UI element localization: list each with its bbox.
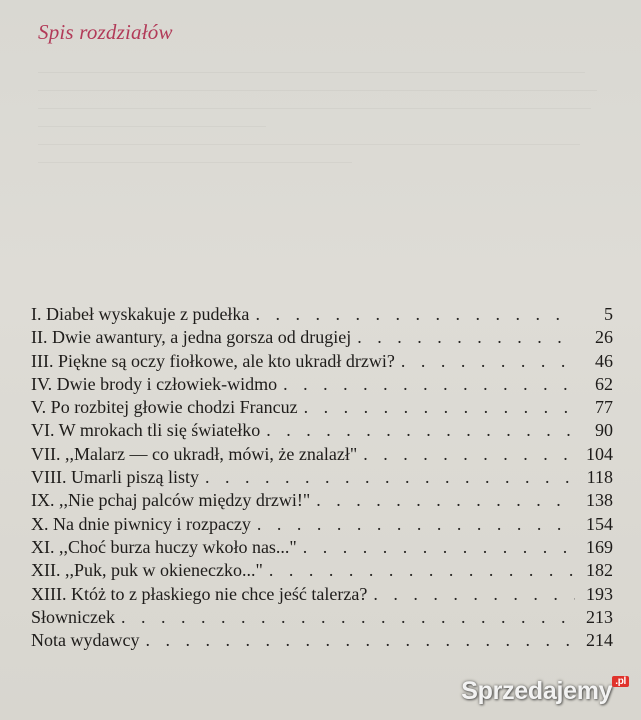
toc-entry-title: Słowniczek: [31, 606, 115, 627]
dot-leader: [263, 559, 575, 582]
toc-entry: [31, 466, 613, 489]
toc-entry-title: III. Piękne są oczy fiołkowe, ale kto ukradł drzwi?: [31, 350, 395, 371]
toc-entry-title: Nota wydawcy: [31, 630, 140, 651]
site-watermark: [461, 677, 629, 706]
toc-entry-page: 193: [586, 583, 613, 604]
dot-leader: [277, 373, 575, 396]
toc-entry-page: 104: [586, 443, 613, 464]
toc-entry: [31, 606, 613, 629]
toc-entry: [31, 326, 613, 349]
toc-entry-title: XIII. Któż to z płaskiego nie chce jeść talerza?: [31, 583, 368, 604]
toc-entry-page: 154: [586, 513, 613, 534]
toc-entry-page: 118: [586, 467, 613, 488]
dot-leader: [367, 583, 575, 606]
dot-leader: [357, 443, 575, 466]
dot-leader: [139, 629, 575, 652]
table-of-contents: [31, 303, 613, 652]
page-title: Spis rozdziałów: [38, 20, 173, 44]
dot-leader: [310, 489, 575, 512]
toc-entry: [31, 583, 613, 606]
dot-leader: [115, 606, 575, 629]
toc-entry: [31, 396, 613, 419]
toc-entry: [31, 443, 613, 466]
toc-entry: [31, 536, 613, 559]
dot-leader: [297, 536, 575, 559]
toc-entry-page: 214: [586, 630, 613, 651]
toc-entry-title: XII. ,,Puk, puk w okieneczko...": [31, 560, 263, 581]
dot-leader: [260, 419, 575, 442]
watermark-badge: .pl: [612, 676, 629, 687]
toc-entry-page: 46: [595, 350, 613, 371]
toc-entry-title: I. Diabeł wyskakuje z pudełka: [31, 304, 250, 324]
dot-leader: [395, 350, 575, 373]
dot-leader: [251, 513, 575, 536]
dot-leader: [351, 326, 575, 349]
watermark-text: Sprzedajemy: [461, 677, 613, 705]
show-through-text: [38, 55, 608, 163]
toc-entry-page: 213: [586, 606, 613, 627]
toc-entry-title: XI. ,,Choć burza huczy wkoło nas...": [31, 536, 297, 557]
toc-entry-title: X. Na dnie piwnicy i rozpaczy: [31, 513, 251, 534]
toc-entry: [31, 559, 613, 582]
toc-entry: [31, 303, 613, 326]
toc-entry-title: IV. Dwie brody i człowiek-widmo: [31, 373, 278, 394]
toc-entry: [31, 629, 613, 652]
toc-entry-title: VI. W mrokach tli się światełko: [31, 420, 261, 441]
toc-entry-title: IX. ,,Nie pchaj palców między drzwi!": [31, 490, 311, 511]
dot-leader: [298, 396, 575, 419]
toc-entry-page: 169: [586, 536, 613, 557]
toc-entry-page: 5: [604, 304, 613, 324]
toc-entry-title: V. Po rozbitej głowie chodzi Francuz: [31, 397, 298, 418]
toc-entry-page: 182: [586, 560, 613, 581]
toc-entry-title: VIII. Umarli piszą listy: [31, 467, 199, 488]
toc-entry-title: VII. ,,Malarz — co ukradł, mówi, że znalazł": [31, 443, 358, 464]
toc-entry-page: 26: [595, 327, 613, 348]
dot-leader: [199, 466, 575, 489]
toc-entry: [31, 350, 613, 373]
toc-entry-page: 138: [586, 490, 613, 511]
toc-entry: [31, 513, 613, 536]
toc-entry-page: 90: [595, 420, 613, 441]
toc-entry: [31, 373, 613, 396]
toc-entry-title: II. Dwie awantury, a jedna gorsza od drugiej: [31, 327, 352, 348]
toc-entry: [31, 489, 613, 512]
dot-leader: [249, 303, 575, 326]
toc-entry-page: 77: [595, 397, 613, 418]
toc-entry-page: 62: [595, 373, 613, 394]
toc-entry: [31, 419, 613, 442]
